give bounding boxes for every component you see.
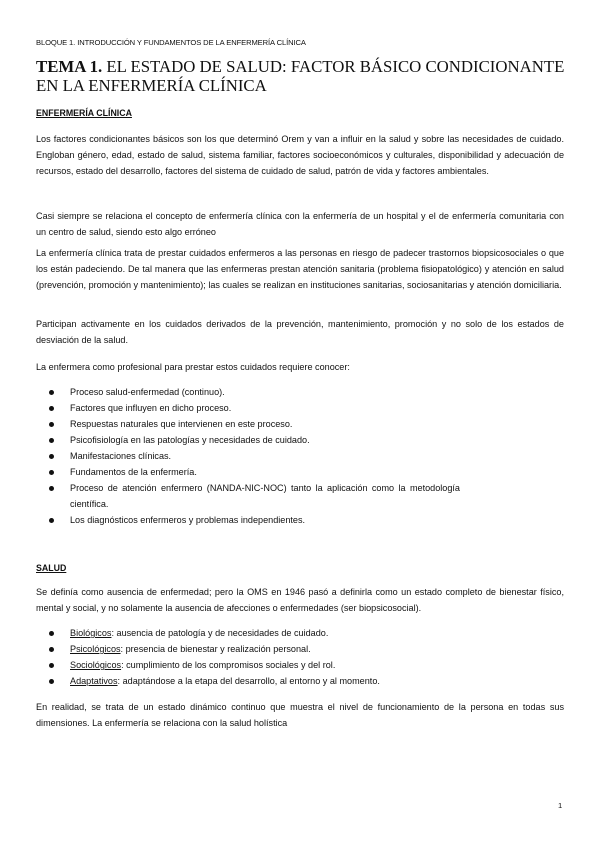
list-item: Adaptativos: adaptándose a la etapa del desarrollo, al entorno y al momento. [36, 673, 564, 689]
list-item: Proceso de atención enfermero (NANDA-NIC-NOC) tanto la aplicación como la metodología científica. [36, 480, 460, 512]
bullet-icon [49, 679, 54, 684]
bullet-icon [49, 438, 54, 443]
bullet-icon [49, 631, 54, 636]
paragraph-definicion-salud: Se definía como ausencia de enfermedad; pero la OMS en 1946 pasó a definirla como un estado completo de bienestar físico, mental y social, y no solamente la ausencia de afecciones o enfermedades (ser biopsicosocial). [36, 587, 564, 613]
list-item: Factores que influyen en dicho proceso. [36, 400, 564, 416]
bullet-icon [49, 390, 54, 395]
list-item: Psicofisiología en las patologías y necesidades de cuidado. [36, 432, 564, 448]
list-item: Psicológicos: presencia de bienestar y realización personal. [36, 641, 564, 657]
bullet-list-conocimientos [36, 384, 564, 528]
paragraph-trata: La enfermería clínica trata de prestar cuidados enfermeros a las personas en riesgo de padecer trastornos biopsicosociales o que los están padeciendo. De tal manera que las enfermeras prestan atención sanitaria (problema fisiopatológico) y atención en salud (prevención, promoción y mantenimiento); las cuales se realizan en instituciones sanitarias, sociosanitarias y atención domiciliaria. [36, 248, 564, 290]
page-title [36, 57, 566, 95]
paragraph-holistica: En realidad, se trata de un estado dinámico continuo que muestra el nivel de funcionamiento de la persona en todas sus dimensiones. La enfermería se relaciona con la salud holística [36, 702, 564, 728]
bullet-icon [49, 406, 54, 411]
running-header: BLOQUE 1. INTRODUCCIÓN Y FUNDAMENTOS DE LA ENFERMERÍA CLÍNICA [36, 38, 306, 47]
list-item: Biológicos: ausencia de patología y de necesidades de cuidado. [36, 625, 564, 641]
title-text: EL ESTADO DE SALUD: FACTOR BÁSICO CONDICIONANTE EN LA ENFERMERÍA CLÍNICA [36, 57, 565, 95]
title-number: TEMA 1. [36, 57, 103, 76]
page-number: 1 [558, 801, 563, 810]
section-heading-enfermeria-clinica: ENFERMERÍA CLÍNICA [36, 108, 132, 118]
bullet-icon [49, 470, 54, 475]
bullet-icon [49, 518, 54, 523]
list-item: Los diagnósticos enfermeros y problemas independientes. [36, 512, 564, 528]
paragraph-requiere: La enfermera como profesional para prestar estos cuidados requiere conocer: [36, 362, 350, 372]
bullet-icon [49, 486, 54, 491]
section-heading-salud: SALUD [36, 563, 67, 573]
bullet-icon [49, 663, 54, 668]
paragraph-participan: Participan activamente en los cuidados derivados de la prevención, mantenimiento, promoción y no solo de los estados de desviación de la salud. [36, 319, 564, 345]
list-item: Proceso salud-enfermedad (continuo). [36, 384, 564, 400]
bullet-icon [49, 422, 54, 427]
bullet-icon [49, 454, 54, 459]
paragraph-concepto: Casi siempre se relaciona el concepto de enfermería clínica con la enfermería de un hospital y el de enfermería comunitaria con un centro de salud, siendo esto algo erróneo [36, 211, 564, 237]
list-item: Manifestaciones clínicas. [36, 448, 564, 464]
paragraph-factores: Los factores condicionantes básicos son los que determinó Orem y van a influir en la salud y sobre las necesidades de cuidado. Engloban género, edad, estado de salud, sistema familiar, factores socioeconómicos y culturales, disponibilidad y adecuación de recursos, estado del desarrollo, factores del sistema de cuidado de salud, patrón de vida y factores ambientales. [36, 134, 564, 176]
list-item: Respuestas naturales que intervienen en este proceso. [36, 416, 564, 432]
list-item: Fundamentos de la enfermería. [36, 464, 564, 480]
list-item: Sociológicos: cumplimiento de los compromisos sociales y del rol. [36, 657, 564, 673]
bullet-list-dimensiones [36, 625, 564, 689]
bullet-icon [49, 647, 54, 652]
